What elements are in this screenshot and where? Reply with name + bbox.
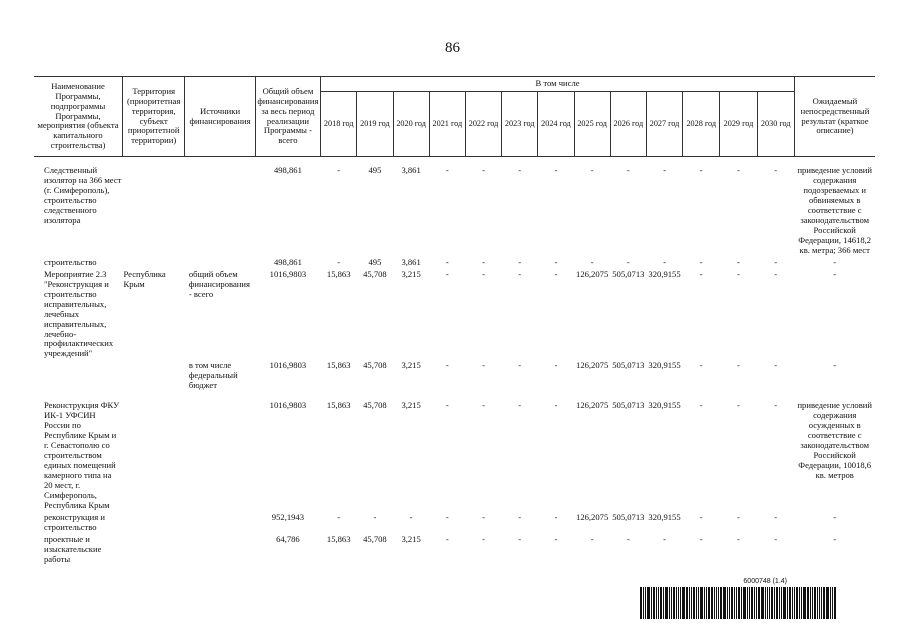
page-number: 86: [445, 40, 460, 56]
row-year-value: -: [373, 511, 377, 522]
row-year-value: 45,708: [363, 360, 387, 371]
barcode-bar: [783, 587, 786, 619]
row-year-value: -: [699, 268, 703, 279]
barcode-bar: [751, 587, 753, 619]
row-year-value: 15,863: [326, 533, 351, 544]
row-source: [185, 165, 255, 257]
table-row: [34, 257, 875, 269]
row-year-value: -: [737, 165, 740, 175]
barcode-bar: [738, 587, 740, 619]
row-year-value: 505,0713: [612, 511, 645, 522]
row-source: [185, 534, 255, 566]
row-year-value: 15,863: [326, 400, 351, 411]
barcode-bar: [754, 587, 755, 619]
header-year: 2030 год: [757, 92, 794, 157]
barcode-bar: [663, 587, 664, 619]
row-name: строительство: [44, 256, 97, 267]
header-year: 2028 год: [683, 92, 720, 157]
barcode-bar: [711, 587, 713, 619]
header-sources: Источники финансирования: [185, 77, 255, 157]
header-year: 2018 год: [321, 92, 357, 157]
row-year-value: -: [699, 360, 703, 371]
row-year-value: -: [699, 400, 703, 411]
row-year-value: 505,0713: [612, 268, 645, 279]
barcode-bar: [803, 587, 806, 619]
row-year-value: -: [774, 165, 778, 175]
barcode-bar: [708, 587, 710, 619]
row-year-value: -: [445, 511, 449, 522]
barcode-bar: [761, 587, 764, 619]
barcode-bar: [819, 587, 820, 619]
row-name: реконструкция и строительство: [44, 511, 105, 532]
row-year-value: -: [482, 533, 485, 544]
barcode-bar: [714, 587, 715, 619]
row-year-value: -: [518, 511, 522, 522]
barcode-bar: [832, 587, 833, 619]
barcode-bar: [729, 587, 730, 619]
header-territory: Территория (приоритетная территория, субъект приоритетной территории): [123, 77, 185, 157]
barcode-bar: [756, 587, 757, 619]
barcode-bar: [660, 587, 662, 619]
row-year-value: 3,861: [401, 256, 421, 267]
row-year-value: -: [737, 533, 740, 544]
row-result: приведение условий содержания подозреваемых и обвиняемых в соответствие с законодательством Российской Федерации, 14618,2 кв. метра; 366 мест: [797, 165, 872, 255]
row-year-value: 45,708: [363, 533, 387, 544]
row-year-value: -: [774, 256, 778, 267]
barcode-bar: [796, 587, 798, 619]
barcode-bar: [781, 587, 782, 619]
row-year-value: -: [663, 533, 666, 544]
row-year-value: -: [445, 360, 449, 371]
row-year-value: -: [737, 256, 740, 267]
row-territory: [123, 400, 185, 512]
row-year-value: 495: [368, 256, 382, 267]
barcode-bar: [807, 587, 809, 619]
row-source: [185, 400, 255, 512]
row-year-value: -: [626, 165, 630, 175]
barcode-bar: [787, 587, 788, 619]
row-year-value: -: [590, 533, 594, 544]
barcode-bar: [686, 587, 688, 619]
row-territory: [123, 257, 185, 269]
barcode-bar: [716, 587, 717, 619]
row-source: общий объем финансирования - всего: [188, 268, 250, 299]
barcode-bar: [727, 587, 728, 619]
barcode-bar: [749, 587, 750, 619]
barcode-bar: [758, 587, 760, 619]
row-year-value: -: [518, 400, 522, 411]
row-year-value: -: [554, 511, 558, 522]
row-year-value: -: [518, 360, 522, 371]
barcode-bar: [774, 587, 775, 619]
header-including: В том числе: [321, 77, 795, 92]
row-year-value: 126,2075: [576, 400, 609, 411]
row-territory: [123, 165, 185, 257]
barcode-bar: [779, 587, 780, 619]
row-year-value: 505,0713: [612, 400, 645, 411]
header-result: Ожидаемый непосредственный результат (краткое описание): [794, 77, 875, 157]
barcode-code: 6000748 (1.4): [743, 578, 787, 585]
barcode-bar: [658, 587, 659, 619]
row-source: [185, 257, 255, 269]
barcode-bar: [698, 587, 699, 619]
barcode-bar: [823, 587, 825, 619]
header-year: 2029 год: [720, 92, 757, 157]
barcode-bar: [673, 587, 675, 619]
row-result: -: [833, 268, 837, 279]
barcode-bar: [645, 587, 646, 619]
table-row: [34, 360, 875, 392]
barcode-bar: [669, 587, 670, 619]
row-year-value: -: [774, 511, 778, 522]
barcode-bar: [767, 587, 768, 619]
barcode-bar: [799, 587, 800, 619]
row-year-value: -: [482, 165, 485, 175]
barcode-bar: [743, 587, 746, 619]
row-year-value: 3,215: [401, 400, 421, 411]
row-total: 952,1943: [271, 511, 305, 522]
row-year-value: -: [626, 533, 630, 544]
row-year-value: -: [554, 268, 558, 279]
barcode-bar: [700, 587, 703, 619]
header-year: 2019 год: [357, 92, 393, 157]
barcode-bar: [834, 587, 836, 619]
financing-table: [34, 76, 875, 566]
barcode-bar: [656, 587, 657, 619]
row-year-value: 45,708: [363, 400, 387, 411]
row-year-value: -: [737, 511, 740, 522]
row-year-value: -: [445, 268, 449, 279]
row-year-value: -: [554, 400, 558, 411]
row-territory: [123, 360, 185, 392]
barcode-bar: [665, 587, 668, 619]
row-year-value: -: [590, 165, 594, 175]
table-body: [34, 157, 875, 566]
row-year-value: -: [409, 511, 413, 522]
header-year: 2026 год: [610, 92, 646, 157]
row-year-value: -: [518, 533, 522, 544]
row-year-value: -: [737, 268, 740, 279]
row-year-value: -: [554, 360, 558, 371]
row-name: Реконструкция ФКУ ИК-1 УФСИН России по Республике Крым и г. Севастополю со строительством единых помещений камерного типа на 20 мест, г. Симферополь, Республика Крым: [44, 400, 120, 510]
barcode-bar: [812, 587, 813, 619]
barcode-bar: [794, 587, 795, 619]
barcode-bar: [653, 587, 655, 619]
barcode-bar: [765, 587, 766, 619]
row-year-value: -: [554, 533, 558, 544]
row-year-value: -: [482, 268, 485, 279]
barcode-bar: [723, 587, 726, 619]
header-year: 2020 год: [393, 92, 429, 157]
row-total: 498,861: [273, 165, 302, 175]
barcode-bar: [651, 587, 652, 619]
row-year-value: -: [774, 400, 778, 411]
barcode-bar: [826, 587, 829, 619]
barcode-bar: [734, 587, 735, 619]
header-name: Наименование Программы, подпрограммы Программы, мероприятия (объекта капитального строительства): [34, 77, 123, 157]
row-source: [185, 512, 255, 534]
row-year-value: -: [699, 511, 703, 522]
row-year-value: -: [699, 533, 703, 544]
row-year-value: -: [482, 360, 485, 371]
row-result: приведение условий содержания осужденных в соответствие с законодательством Российской Федерации, 10018,6 кв. метров: [797, 400, 872, 481]
barcode-bar: [801, 587, 802, 619]
header-year: 2021 год: [429, 92, 465, 157]
barcode-bar: [680, 587, 681, 619]
barcode-bar: [689, 587, 690, 619]
row-year-value: 320,9155: [648, 360, 681, 371]
table-row: [34, 165, 875, 257]
row-year-value: 3,215: [401, 533, 421, 544]
row-year-value: 505,0713: [612, 360, 645, 371]
row-name: [34, 360, 123, 392]
row-year-value: -: [554, 165, 558, 175]
header-year: 2025 год: [574, 92, 610, 157]
header-year: 2024 год: [538, 92, 574, 157]
row-year-value: -: [774, 533, 778, 544]
row-total: 1016,9803: [269, 360, 307, 371]
header-year: 2022 год: [465, 92, 501, 157]
row-year-value: -: [699, 165, 703, 175]
row-year-value: -: [518, 256, 522, 267]
row-result: -: [833, 360, 837, 371]
row-total: 64,786: [276, 533, 300, 544]
row-year-value: -: [518, 165, 522, 175]
row-year-value: 3,861: [401, 165, 421, 175]
row-year-value: -: [445, 165, 449, 175]
row-year-value: 126,2075: [576, 511, 609, 522]
row-year-value: -: [337, 511, 341, 522]
row-year-value: -: [337, 165, 341, 175]
barcode-bar: [814, 587, 816, 619]
barcode-bar: [731, 587, 733, 619]
row-year-value: -: [699, 256, 703, 267]
barcode-bar: [682, 587, 685, 619]
barcode-bar: [678, 587, 679, 619]
row-year-value: -: [774, 360, 778, 371]
barcode-bar: [643, 587, 644, 619]
barcode-bar: [741, 587, 742, 619]
row-year-value: -: [663, 165, 666, 175]
spacer-row: [34, 157, 875, 166]
row-year-value: -: [482, 256, 485, 267]
row-year-value: -: [626, 256, 630, 267]
row-year-value: 15,863: [326, 268, 351, 279]
barcode-bar: [821, 587, 822, 619]
barcode-bar: [776, 587, 778, 619]
barcode-bar: [792, 587, 793, 619]
table-row: [34, 400, 875, 512]
row-name: Мероприятие 2.3 "Реконструкция и строительство исправительных, лечебных исправительных, лечебно-профилактических учреждений": [44, 268, 114, 359]
row-total: 1016,9803: [269, 268, 307, 279]
table-row: [34, 534, 875, 566]
barcode-bar: [640, 587, 642, 619]
row-year-value: -: [445, 533, 449, 544]
barcode-bar: [691, 587, 692, 619]
row-year-value: -: [590, 256, 594, 267]
barcode-bar: [718, 587, 719, 619]
row-year-value: 320,9155: [648, 400, 681, 411]
row-territory: [123, 512, 185, 534]
row-year-value: 320,9155: [648, 511, 681, 522]
row-name: Следственный изолятор на 366 мест (г. Симферополь), строительство следственного изолятора: [44, 165, 122, 225]
header-year: 2023 год: [502, 92, 538, 157]
table-row: [34, 512, 875, 534]
row-name: проектные и изыскательские работы: [44, 533, 102, 564]
barcode-bar: [771, 587, 773, 619]
barcode-bar: [810, 587, 811, 619]
row-year-value: -: [518, 268, 522, 279]
row-source: в том числе федеральный бюджет: [188, 360, 238, 391]
barcode-bar: [671, 587, 672, 619]
barcode-bar: [676, 587, 677, 619]
row-total: 498,861: [273, 256, 302, 267]
barcode-bar: [736, 587, 737, 619]
row-year-value: -: [337, 256, 341, 267]
row-year-value: 45,708: [363, 268, 387, 279]
barcode-bars: [640, 587, 875, 619]
row-result: -: [833, 511, 837, 522]
row-year-value: -: [774, 268, 778, 279]
barcode-bar: [706, 587, 707, 619]
row-year-value: -: [445, 400, 449, 411]
row-year-value: -: [737, 360, 740, 371]
row-year-value: -: [737, 400, 740, 411]
row-result: -: [833, 533, 837, 544]
row-total: 1016,9803: [269, 400, 307, 411]
barcode-bar: [720, 587, 722, 619]
row-year-value: 3,215: [401, 360, 421, 371]
barcode: [640, 578, 875, 619]
barcode-bar: [817, 587, 818, 619]
row-year-value: 15,863: [326, 360, 351, 371]
barcode-bar: [769, 587, 770, 619]
row-territory: Республика Крым: [123, 268, 166, 289]
row-year-value: -: [445, 256, 449, 267]
barcode-bar: [830, 587, 831, 619]
row-year-value: -: [482, 400, 485, 411]
row-result: -: [833, 256, 837, 267]
barcode-bar: [647, 587, 650, 619]
spacer-row: [34, 392, 875, 400]
header-total: Общий объем финансирования за весь период реализации Программы - всего: [255, 77, 320, 157]
row-year-value: -: [554, 256, 558, 267]
barcode-bar: [693, 587, 695, 619]
row-year-value: -: [482, 511, 485, 522]
table-row: [34, 269, 875, 361]
barcode-bar: [789, 587, 791, 619]
row-year-value: 126,2075: [576, 360, 609, 371]
row-year-value: 495: [368, 165, 382, 175]
row-territory: [123, 534, 185, 566]
row-year-value: 126,2075: [576, 268, 609, 279]
barcode-bar: [704, 587, 705, 619]
header-year: 2027 год: [646, 92, 682, 157]
row-year-value: -: [663, 256, 666, 267]
barcode-bar: [747, 587, 748, 619]
row-year-value: 3,215: [401, 268, 421, 279]
barcode-bar: [696, 587, 697, 619]
row-year-value: 320,9155: [648, 268, 681, 279]
